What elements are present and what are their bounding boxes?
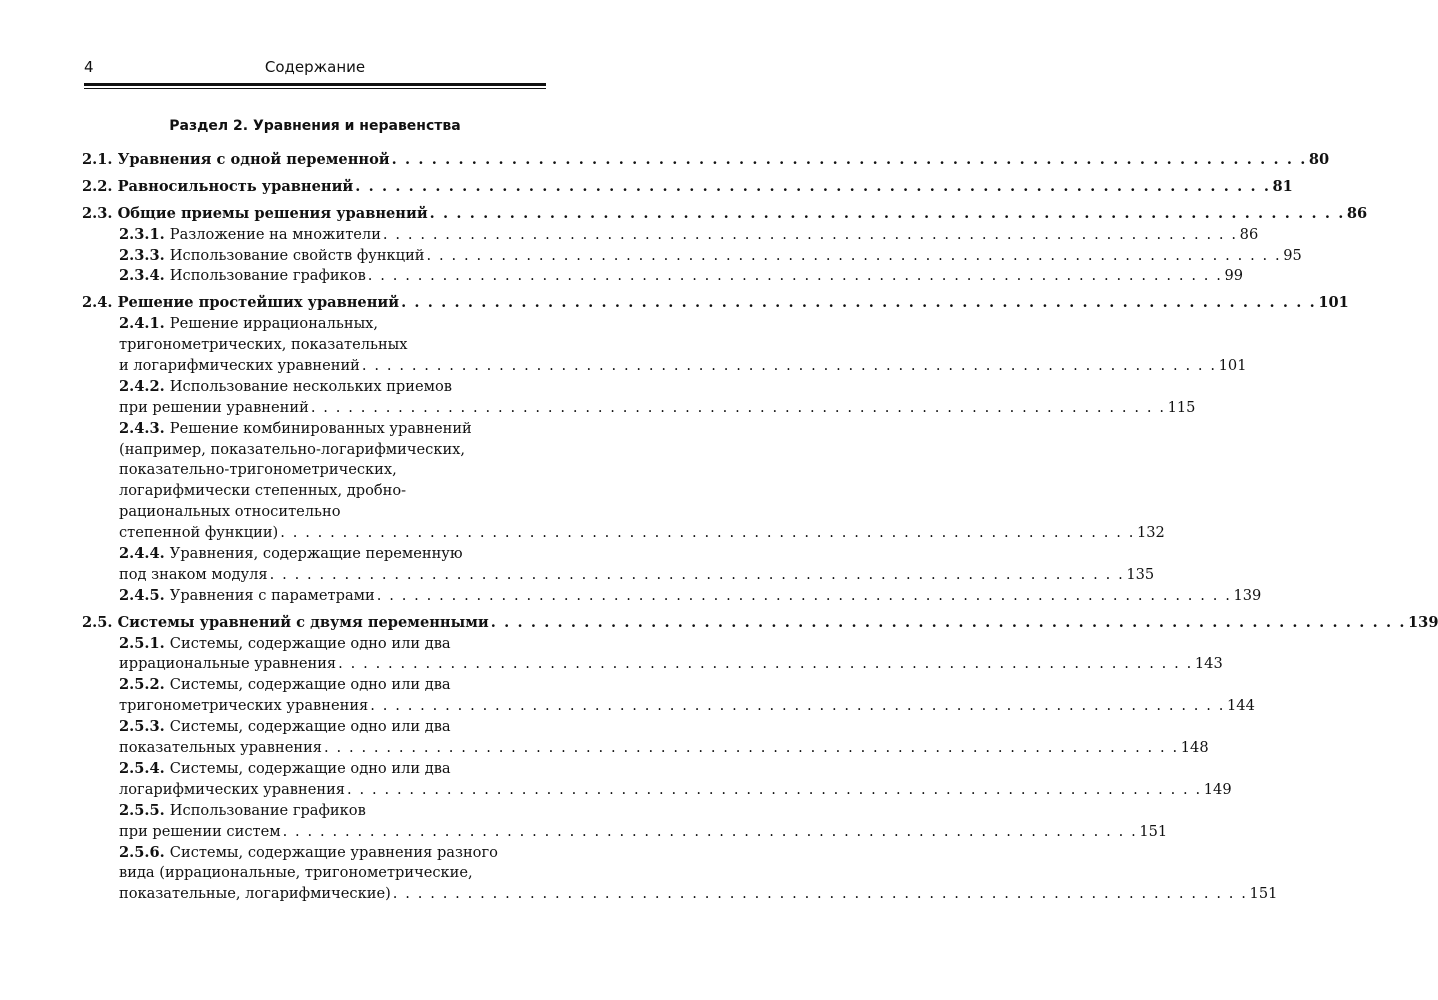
toc-entry-number: 2.2. <box>82 177 118 195</box>
toc-entry-title: Системы, содержащие одно или два <box>169 759 451 777</box>
toc-entry-number: 2.4.5. <box>119 586 170 604</box>
toc-line <box>82 335 548 356</box>
toc-entry[interactable] <box>82 675 1255 717</box>
toc-page-number: 101 <box>1218 357 1247 375</box>
toc-line <box>82 440 548 461</box>
toc-line <box>82 544 548 565</box>
toc-entry-title: Использование свойств функций <box>169 246 425 264</box>
toc-line <box>82 822 1168 843</box>
toc-entry[interactable] <box>82 225 1259 246</box>
toc-entry-title: при решении систем <box>119 822 281 840</box>
toc-entry-title: показательно-тригонометрических, <box>119 461 397 479</box>
toc-entry-title: Системы, содержащие уравнения разного <box>169 843 498 861</box>
header-rule-thick <box>84 83 546 86</box>
toc-line <box>82 419 548 440</box>
toc-line <box>82 266 1244 287</box>
toc-line <box>82 759 548 780</box>
toc-group <box>82 613 1438 905</box>
dot-leader <box>390 150 1309 171</box>
toc-entry-number: 2.5.3. <box>119 718 170 736</box>
toc-entry-title: под знаком модуля <box>119 565 268 583</box>
toc-entry-number: 2.3.3. <box>119 246 170 264</box>
toc-entry-number: 2.3. <box>82 204 118 222</box>
toc-page-number: 81 <box>1272 177 1293 195</box>
dot-leader <box>281 822 1140 843</box>
toc-line <box>82 314 548 335</box>
toc-entry-title: тригонометрических, показательных <box>119 336 408 354</box>
toc-entry-title: (например, показательно-логарифмических, <box>119 440 466 458</box>
toc-line <box>82 177 1293 198</box>
toc-group <box>82 177 1293 198</box>
toc-line <box>82 150 1330 171</box>
toc-entry-title: Равносильность уравнений <box>117 177 354 195</box>
dot-leader <box>375 586 1234 607</box>
toc-line <box>82 481 548 502</box>
dot-leader <box>360 356 1219 377</box>
toc-line <box>82 565 1155 586</box>
toc-line <box>82 613 1438 634</box>
toc-page-number: 86 <box>1346 204 1368 222</box>
toc-entry[interactable] <box>82 634 1223 676</box>
dot-leader <box>278 523 1137 544</box>
toc-entry[interactable] <box>82 266 1244 287</box>
dot-leader <box>322 738 1181 759</box>
toc-entry[interactable] <box>82 801 1168 843</box>
toc-entry-title: Использование графиков <box>169 801 366 819</box>
toc-entry[interactable] <box>82 613 1438 634</box>
toc-line <box>82 356 1247 377</box>
toc-entry[interactable] <box>82 843 1278 906</box>
toc-page-number: 86 <box>1239 225 1259 243</box>
toc-entry-title: Уравнения, содержащие переменную <box>169 545 463 563</box>
toc-entry-title: Общие приемы решения уравнений <box>117 204 428 222</box>
toc-entry-number: 2.5.4. <box>119 759 170 777</box>
toc-entry-title: вида (иррациональные, тригонометрические, <box>119 864 473 882</box>
toc-entry[interactable] <box>82 204 1368 225</box>
toc-line <box>82 204 1368 225</box>
toc-line <box>82 293 1349 314</box>
dot-leader <box>309 398 1168 419</box>
toc-page-number: 144 <box>1227 697 1255 715</box>
table-of-contents <box>82 150 1438 911</box>
toc-entry-number: 2.4.4. <box>119 545 170 563</box>
toc-entry-title: показательные, логарифмические) <box>119 885 391 903</box>
toc-entry-title: при решении уравнений <box>119 398 309 416</box>
toc-line <box>82 523 1165 544</box>
toc-line <box>82 398 1196 419</box>
toc-entry[interactable] <box>82 759 1232 801</box>
toc-line <box>82 843 548 864</box>
toc-page-number: 80 <box>1308 151 1330 168</box>
dot-leader <box>353 177 1272 198</box>
toc-page-number: 95 <box>1283 246 1302 264</box>
toc-entry-number: 2.3.4. <box>119 267 170 285</box>
dot-leader <box>336 654 1195 675</box>
toc-entry-title: и логарифмических уравнений <box>119 357 360 375</box>
toc-entry[interactable] <box>82 544 1155 586</box>
toc-line <box>82 634 548 655</box>
toc-entry-title: степенной функции) <box>119 524 279 542</box>
page-number: 4 <box>84 58 94 76</box>
toc-entry-number: 2.4. <box>82 294 118 312</box>
toc-entry-title: Системы, содержащие одно или два <box>169 718 451 736</box>
toc-page-number: 143 <box>1194 655 1223 673</box>
toc-entry-title: Разложение на множители <box>169 225 381 243</box>
toc-entry-title: Уравнения с параметрами <box>169 586 375 604</box>
dot-leader <box>489 613 1408 634</box>
toc-entry[interactable] <box>82 150 1330 171</box>
toc-page-number: 151 <box>1249 885 1278 903</box>
toc-entry-number: 2.5.2. <box>119 676 170 694</box>
dot-leader <box>366 266 1225 287</box>
dot-leader <box>268 565 1127 586</box>
dot-leader <box>381 225 1240 246</box>
toc-entry-title: иррациональные уравнения <box>119 655 337 673</box>
toc-line <box>82 884 1278 905</box>
toc-entry[interactable] <box>82 717 1209 759</box>
dot-leader <box>399 293 1318 314</box>
toc-entry-number: 2.4.2. <box>119 377 170 395</box>
toc-entry-title: тригонометрических уравнения <box>119 697 369 715</box>
page-header <box>84 58 546 78</box>
toc-group <box>82 150 1330 171</box>
section-title: Раздел 2. Уравнения и неравенства <box>169 118 461 134</box>
toc-entry-title: логарифмически степенных, дробно- <box>119 482 407 500</box>
toc-line <box>82 675 548 696</box>
toc-entry-number: 2.5.5. <box>119 801 170 819</box>
toc-page-number: 115 <box>1167 398 1196 416</box>
dot-leader <box>428 204 1347 225</box>
toc-line <box>82 654 1223 675</box>
toc-entry-title: Решение простейших уравнений <box>117 294 400 312</box>
toc-entry[interactable] <box>82 314 1247 377</box>
dot-leader <box>391 884 1250 905</box>
toc-page-number: 99 <box>1224 267 1244 285</box>
toc-line <box>82 696 1255 717</box>
toc-entry-number: 2.4.1. <box>119 315 170 333</box>
toc-entry-title: рациональных относительно <box>119 503 341 521</box>
toc-line <box>82 738 1209 759</box>
header-rule-thin <box>84 88 546 89</box>
toc-entry-number: 2.1. <box>82 151 118 168</box>
toc-line <box>82 225 1259 246</box>
toc-line <box>82 586 1262 607</box>
toc-line <box>82 863 548 884</box>
toc-entry-title: Использование графиков <box>169 267 366 285</box>
running-title: Содержание <box>264 58 366 76</box>
toc-entry-title: Системы уравнений с двумя переменными <box>117 613 489 631</box>
toc-entry[interactable] <box>82 246 1302 267</box>
toc-line <box>82 377 548 398</box>
toc-page-number: 135 <box>1126 565 1155 583</box>
toc-entry-number: 2.4.3. <box>119 419 170 437</box>
toc-page-number: 132 <box>1136 524 1165 542</box>
toc-entry-title: Решение иррациональных, <box>169 315 379 333</box>
toc-entry-number: 2.5. <box>82 613 118 631</box>
toc-entry[interactable] <box>82 177 1293 198</box>
toc-entry[interactable] <box>82 586 1262 607</box>
toc-entry-title: Уравнения с одной переменной <box>117 151 390 168</box>
toc-entry-title: Системы, содержащие одно или два <box>169 634 451 652</box>
toc-page-number: 101 <box>1318 294 1349 312</box>
toc-page-number: 151 <box>1139 822 1168 840</box>
toc-page-number: 148 <box>1180 739 1209 757</box>
toc-page-number: 149 <box>1203 780 1232 798</box>
toc-entry-title: показательных уравнения <box>119 739 323 757</box>
toc-page-number: 139 <box>1408 613 1438 631</box>
toc-page-number: 139 <box>1233 586 1262 604</box>
toc-entry-title: Использование нескольких приемов <box>169 377 452 395</box>
dot-leader <box>425 246 1284 267</box>
toc-entry-title: Решение комбинированных уравнений <box>169 419 472 437</box>
dot-leader <box>345 780 1204 801</box>
toc-line <box>82 780 1232 801</box>
toc-entry-number: 2.3.1. <box>119 225 170 243</box>
toc-group <box>82 204 1368 288</box>
toc-entry-number: 2.5.6. <box>119 843 170 861</box>
toc-group <box>82 293 1349 606</box>
dot-leader <box>368 696 1227 717</box>
toc-entry[interactable] <box>82 419 1165 544</box>
toc-line <box>82 801 548 822</box>
toc-line <box>82 717 548 738</box>
toc-line <box>82 246 1302 267</box>
toc-entry[interactable] <box>82 377 1196 419</box>
toc-entry-title: логарифмических уравнения <box>119 780 346 798</box>
toc-entry[interactable] <box>82 293 1349 314</box>
toc-line <box>82 460 548 481</box>
toc-entry-title: Системы, содержащие одно или два <box>169 676 451 694</box>
toc-entry-number: 2.5.1. <box>119 634 170 652</box>
toc-line <box>82 502 548 523</box>
